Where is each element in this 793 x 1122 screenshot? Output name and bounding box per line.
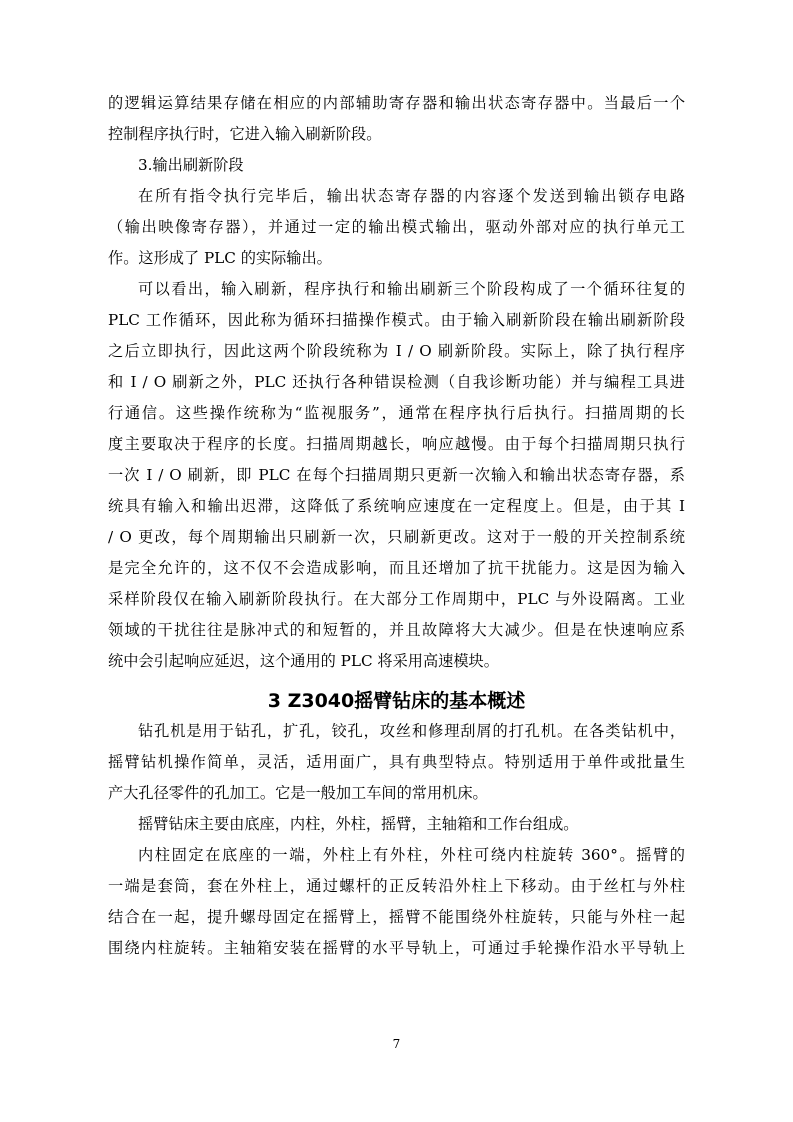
text-line: 结合在一起，提升螺母固定在摇臂上，摇臂不能围绕外柱旋转，只能与外柱一起 bbox=[108, 908, 685, 926]
page-number: 7 bbox=[392, 1037, 401, 1051]
text-line: 产大孔径零件的孔加工。它是一般加工车间的常用机床。 bbox=[108, 784, 488, 802]
text-line: 之后立即执行，因此这两个阶段统称为 I / O 刷新阶段。实际上，除了执行程序 bbox=[108, 342, 685, 360]
text-line: 和 I / O 刷新之外，PLC 还执行各种错误检测（自我诊断功能）并与编程工具进 bbox=[108, 373, 685, 391]
text-line: 一端是套筒，套在外柱上，通过螺杆的正反转沿外柱上下移动。由于丝杠与外柱 bbox=[108, 877, 685, 895]
text-line: 3.输出刷新阶段 bbox=[138, 156, 244, 174]
text-line: 摇臂钻机操作简单，灵活，适用面广，具有典型特点。特别适用于单件或批量生 bbox=[108, 753, 685, 771]
text-line: 内柱固定在底座的一端，外柱上有外柱，外柱可绕内柱旋转 360°。摇臂的 bbox=[138, 846, 685, 864]
text-line: 统具有输入和输出迟滞，这降低了系统响应速度在一定程度上。但是，由于其 I bbox=[108, 497, 685, 515]
text-line: 钻孔机是用于钻孔，扩孔，铰孔，攻丝和修理刮屑的打孔机。在各类钻机中， bbox=[138, 722, 685, 740]
text-line: 行通信。这些操作统称为“监视服务”，通常在程序执行后执行。扫描周期的长 bbox=[108, 404, 685, 422]
text-line: 一次 I / O 刷新，即 PLC 在每个扫描周期只更新一次输入和输出状态寄存器，系 bbox=[108, 466, 685, 484]
text-line: 可以看出，输入刷新，程序执行和输出刷新三个阶段构成了一个循环往复的 bbox=[138, 280, 685, 298]
text-line: 是完全允许的，这不仅不会造成影响，而且还增加了抗干扰能力。这是因为输入 bbox=[108, 559, 685, 577]
text-line: 围绕内柱旋转。主轴箱安装在摇臂的水平导轨上，可通过手轮操作沿水平导轨上 bbox=[108, 939, 685, 957]
text-line: 在所有指令执行完毕后，输出状态寄存器的内容逐个发送到输出锁存电路 bbox=[138, 187, 685, 205]
text-line: / O 更改，每个周期输出只刷新一次，只刷新更改。这对于一般的开关控制系统 bbox=[108, 528, 685, 546]
text-line: 作。这形成了 PLC 的实际输出。 bbox=[108, 249, 332, 267]
text-line: （输出映像寄存器），并通过一定的输出模式输出，驱动外部对应的执行单元工 bbox=[108, 218, 685, 236]
section-heading: 3 Z3040摇臂钻床的基本概述 bbox=[267, 690, 526, 712]
text-line: 领域的干扰往往是脉冲式的和短暂的，并且故障将大大减少。但是在快速响应系 bbox=[108, 621, 685, 639]
text-line: 采样阶段仅在输入刷新阶段执行。在大部分工作周期中，PLC 与外设隔离。工业 bbox=[108, 590, 685, 608]
text-line: 统中会引起响应延迟，这个通用的 PLC 将采用高速模块。 bbox=[108, 652, 499, 670]
text-line: PLC 工作循环，因此称为循环扫描操作模式。由于输入刷新阶段在输出刷新阶段 bbox=[108, 311, 685, 329]
text-line: 摇臂钻床主要由底座，内柱，外柱，摇臂，主轴箱和工作台组成。 bbox=[138, 815, 579, 833]
text-line: 控制程序执行时，它进入输入刷新阶段。 bbox=[108, 125, 382, 143]
lower-text-block bbox=[108, 716, 685, 964]
text-line: 度主要取决于程序的长度。扫描周期越长，响应越慢。由于每个扫描周期只执行 bbox=[108, 435, 685, 453]
upper-text-block bbox=[108, 88, 685, 677]
text-line: 的逻辑运算结果存储在相应的内部辅助寄存器和输出状态寄存器中。当最后一个 bbox=[108, 94, 685, 112]
